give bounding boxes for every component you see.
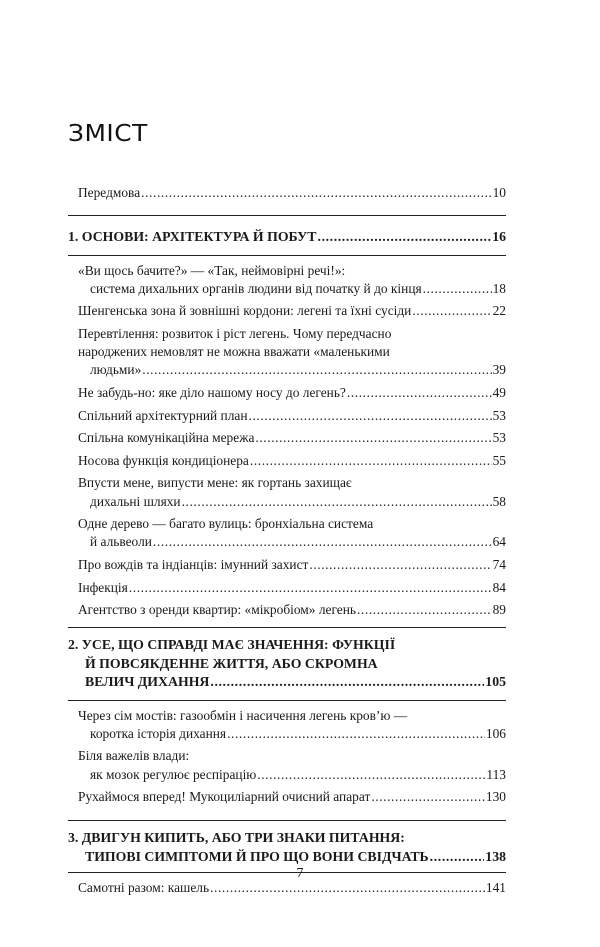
toc-entry-continuation (78, 361, 506, 379)
toc-row (90, 493, 506, 511)
toc-entry-title-last-line: й альвеоли (90, 534, 152, 550)
toc-chapter-3[interactable] (68, 829, 506, 866)
toc-row (78, 452, 506, 470)
toc-row (90, 361, 506, 379)
toc-page-number: 58 (492, 493, 506, 509)
toc-page-number: 22 (492, 303, 506, 319)
toc-entry[interactable] (68, 579, 506, 597)
toc-entry-title-last-line: система дихальних органів людини від початку й до кінця (90, 280, 422, 296)
toc-entry-continuation (78, 725, 506, 743)
toc-entry[interactable] (68, 452, 506, 470)
toc-entry[interactable] (68, 747, 506, 783)
dot-leader (153, 533, 492, 551)
toc-page-number: 74 (492, 556, 506, 572)
dot-leader (210, 673, 484, 691)
toc-row (78, 302, 506, 320)
toc-entry-title-last-line: Не забудь-но: яке діло нашому носу до легень? (78, 385, 346, 400)
dot-leader (309, 556, 491, 574)
toc-entry-title-line: Біля важелів влади: (78, 748, 190, 764)
page-title: ЗМІСТ (68, 121, 148, 147)
toc-entry[interactable] (68, 302, 506, 320)
chapter-page-number: 105 (485, 674, 506, 690)
toc-entry-title-line: народжених немовлят не можна вважати «маленькими (78, 344, 390, 360)
dot-leader (250, 452, 492, 470)
toc-entry[interactable] (68, 262, 506, 298)
toc-entry[interactable] (68, 384, 506, 402)
toc-row (90, 766, 506, 784)
dot-leader (249, 407, 492, 425)
dot-leader (371, 788, 485, 806)
toc-page-number: 55 (492, 452, 506, 468)
toc-entry[interactable] (68, 515, 506, 551)
dot-leader (347, 384, 492, 402)
toc-entry-title-last-line: Спільна комунікаційна мережа (78, 430, 255, 446)
dot-leader (141, 184, 491, 202)
chapter-title-line: 2. УСЕ, ЩО СПРАВДІ МАЄ ЗНАЧЕННЯ: ФУНКЦІЇ (68, 637, 396, 653)
toc-row (85, 848, 506, 866)
toc-entry-title-line: Через сім мостів: газообмін і насичення легень кров’ю — (78, 707, 408, 723)
toc-entry-title-last-line: Інфекція (78, 579, 128, 595)
toc-row (78, 184, 506, 202)
toc-row (78, 579, 506, 597)
chapter-1-entries (68, 262, 506, 620)
toc-entry-title-line: «Ви щось бачите?» — «Так, неймовірні речі!»: (78, 262, 346, 278)
toc-entry-title-last-line: Про вождів та індіанців: імунний захист (78, 556, 309, 572)
toc-entry-title-line: Впусти мене, випусти мене: як гортань захищає (78, 475, 352, 491)
toc-entry[interactable] (68, 429, 506, 447)
dot-leader (227, 725, 485, 743)
toc-row (78, 384, 506, 402)
toc-entry-title-line: Одне дерево — багато вулиць: бронхіальна система (78, 516, 374, 532)
toc-entry-continuation (78, 766, 506, 784)
toc-entry[interactable] (68, 788, 506, 806)
toc-row (90, 533, 506, 551)
toc-entry-title-last-line: Спільний архітектурний план (78, 407, 248, 423)
chapter-title-last-line: ВЕЛИЧ ДИХАННЯ (85, 674, 210, 690)
chapter-title-continuation (68, 673, 506, 691)
toc-entry-title-last-line: Шенгенська зона й зовнішні кордони: легені та їхні сусіди (78, 303, 412, 319)
toc-row (68, 228, 506, 246)
toc-row (78, 601, 506, 619)
dot-leader (357, 601, 492, 619)
section-divider (68, 215, 506, 216)
toc-page-number: 53 (492, 430, 506, 446)
chapter-title-continuation (68, 848, 506, 866)
section-divider (68, 820, 506, 821)
toc-row (78, 407, 506, 425)
toc-row (90, 725, 506, 743)
toc-entry-title-last-line: людьми» (90, 362, 142, 378)
toc-entry-title: Передмова (78, 185, 141, 200)
toc-entry[interactable] (68, 707, 506, 743)
dot-leader (257, 766, 485, 784)
chapter-2-entries (68, 707, 506, 807)
chapter-title-line: 3. ДВИГУН КИПИТЬ, АБО ТРИ ЗНАКИ ПИТАННЯ: (68, 830, 405, 846)
toc-page-number: 53 (492, 407, 506, 423)
toc-entry-title-last-line: Самотні разом: кашель (78, 880, 210, 896)
toc-page-number: 106 (485, 725, 506, 741)
toc-entry[interactable] (68, 407, 506, 425)
page-number: 7 (296, 866, 304, 881)
toc-row (78, 556, 506, 574)
toc-row (78, 788, 506, 806)
toc-page-number: 130 (485, 789, 506, 805)
chapter-title-line: Й ПОВСЯКДЕННЕ ЖИТТЯ, АБО СКРОМНА (85, 655, 378, 671)
toc-entry-title-last-line: дихальні шляхи (90, 493, 181, 509)
toc-chapter-2[interactable] (68, 636, 506, 691)
toc-page-number: 141 (485, 880, 506, 896)
toc-row (85, 673, 506, 691)
dot-leader (318, 228, 492, 246)
toc-entry-title-last-line: як мозок регулює респірацію (90, 766, 257, 782)
toc-page-number: 49 (492, 385, 506, 400)
toc-entry[interactable] (68, 601, 506, 619)
toc-page-number: 84 (492, 579, 506, 595)
toc-entry-title-last-line: Рухаймося вперед! Мукоциліарний очисний апарат (78, 789, 371, 805)
dot-leader (129, 579, 492, 597)
toc-entry-title-last-line: Носова функція кондиціонера (78, 452, 249, 468)
toc-entry-title-last-line: Агентство з оренди квартир: «мікробіом» легень (78, 602, 356, 618)
dot-leader (182, 493, 492, 511)
chapter-page-number: 16 (492, 229, 506, 245)
toc-page-number: 113 (486, 766, 506, 782)
chapter-title: 1. ОСНОВИ: АРХІТЕКТУРА Й ПОБУТ (68, 229, 317, 245)
toc-entry-preface[interactable] (68, 184, 506, 202)
toc-page-number: 64 (492, 534, 506, 550)
toc-chapter-1[interactable] (68, 228, 506, 246)
toc-entry-continuation (78, 280, 506, 298)
toc-entry-continuation (78, 533, 506, 551)
toc-page-number: 39 (492, 362, 506, 378)
section-divider (68, 255, 506, 256)
toc-entry-continuation (78, 493, 506, 511)
dot-leader (412, 302, 491, 320)
table-of-contents (68, 184, 506, 902)
toc-entry[interactable] (68, 325, 506, 380)
toc-row (90, 280, 506, 298)
dot-leader (142, 361, 491, 379)
section-divider (68, 627, 506, 628)
toc-page-number: 18 (492, 280, 506, 296)
chapter-title-last-line: ТИПОВІ СИМПТОМИ Й ПРО ЩО ВОНИ СВІДЧАТЬ (85, 848, 429, 864)
dot-leader (423, 280, 492, 298)
toc-entry[interactable] (68, 474, 506, 510)
toc-entry-title-last-line: коротка історія дихання (90, 725, 227, 741)
dot-leader (255, 429, 491, 447)
chapter-page-number: 138 (485, 848, 506, 864)
toc-page-number: 10 (492, 185, 506, 200)
toc-entry-title-line: Перевтілення: розвиток і ріст легень. Чому передчасно (78, 326, 392, 341)
toc-row (78, 429, 506, 447)
dot-leader (430, 848, 485, 866)
toc-page-number: 89 (492, 602, 506, 618)
section-divider (68, 700, 506, 701)
toc-entry[interactable] (68, 556, 506, 574)
